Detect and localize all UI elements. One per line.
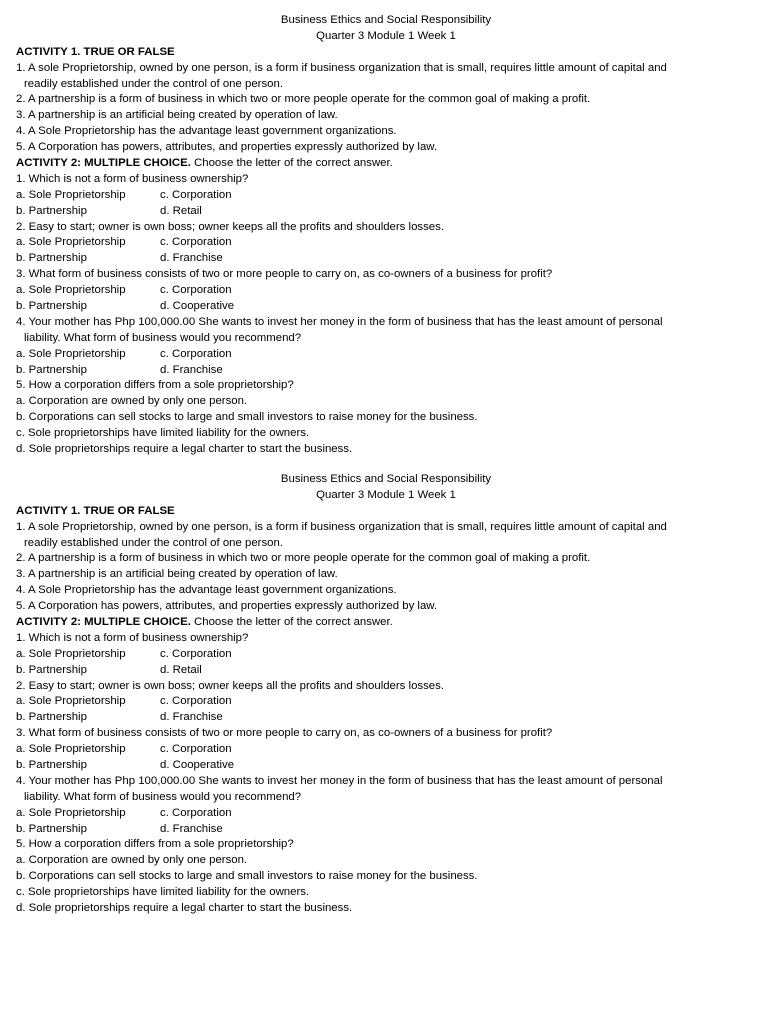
option-d: d. Franchise (160, 363, 223, 376)
option-d: d. Cooperative (160, 300, 235, 313)
worksheet-title: Business Ethics and Social Responsibility (280, 14, 492, 26)
option-d: d. Retail (160, 204, 202, 217)
option-b: b. Corporations can sell stocks to large and small investors to raise money for the business. (16, 411, 478, 424)
activity1-item: 1. A sole Proprietorship, owned by one person, is a form if business organization that is small, requires little amount of capital and (16, 61, 667, 74)
question-2: 2. Easy to start; owner is own boss; owner keeps all the profits and shoulders losses. (16, 679, 444, 692)
option-d: d. Franchise (160, 252, 223, 265)
option-c: c. Corporation (160, 806, 232, 819)
activity1-item: 4. A Sole Proprietorship has the advantage least government organizations. (16, 584, 397, 597)
activity1-item: 3. A partnership is an artificial being created by operation of law. (16, 568, 338, 581)
activity1-item: 1. A sole Proprietorship, owned by one person, is a form if business organization that is small, requires little amount of capital and (16, 520, 667, 533)
option-a: a. Sole Proprietorship (16, 236, 126, 249)
option-b: b. Partnership (16, 759, 87, 772)
option-a: a. Corporation are owned by only one person. (16, 395, 248, 408)
option-a: a. Sole Proprietorship (16, 647, 126, 660)
option-c: c. Corporation (160, 236, 232, 249)
option-a: a. Sole Proprietorship (16, 284, 126, 297)
question-5: 5. How a corporation differs from a sole proprietorship? (16, 838, 294, 851)
option-c: c. Corporation (160, 695, 232, 708)
worksheet-subtitle: Quarter 3 Module 1 Week 1 (316, 488, 456, 501)
question-3-options-row-2 (16, 299, 756, 315)
option-a: a. Corporation are owned by only one person. (16, 854, 248, 867)
question-4-continuation: liability. What form of business would you recommend? (24, 331, 302, 344)
option-a: a. Sole Proprietorship (16, 806, 126, 819)
activity1-heading: ACTIVITY 1. TRUE OR FALSE (16, 504, 175, 517)
option-b: b. Partnership (16, 822, 87, 835)
option-a: a. Sole Proprietorship (16, 347, 126, 360)
option-c: c. Corporation (160, 188, 232, 201)
option-d: d. Franchise (160, 822, 223, 835)
worksheet-1 (16, 13, 756, 458)
activity1-item-continuation: readily established under the control of one person. (24, 536, 283, 549)
option-a: a. Sole Proprietorship (16, 188, 126, 201)
question-4-options-row-1 (16, 347, 756, 363)
question-4: 4. Your mother has Php 100,000.00 She wants to invest her money in the form of business that has the least amount of personal (16, 774, 663, 787)
question-4-options-row-2 (16, 822, 756, 838)
activity1-item: 5. A Corporation has powers, attributes, and properties expressly authorized by law. (16, 141, 438, 154)
question-5: 5. How a corporation differs from a sole proprietorship? (16, 379, 294, 392)
option-c: c. Sole proprietorships have limited liability for the owners. (16, 886, 310, 899)
question-1: 1. Which is not a form of business ownership? (16, 172, 249, 185)
question-1: 1. Which is not a form of business ownership? (16, 631, 249, 644)
question-4-options-row-1 (16, 806, 756, 822)
option-d: d. Retail (160, 663, 202, 676)
question-3-options-row-2 (16, 758, 756, 774)
question-1-options-row-2 (16, 663, 756, 679)
worksheet-title: Business Ethics and Social Responsibility (280, 473, 492, 485)
option-b: b. Partnership (16, 204, 87, 217)
option-d: d. Sole proprietorships require a legal charter to start the business. (16, 443, 353, 456)
activity1-item: 3. A partnership is an artificial being created by operation of law. (16, 109, 338, 122)
activity2-title: ACTIVITY 2: MULTIPLE CHOICE. (16, 616, 191, 629)
option-d: d. Franchise (160, 711, 223, 724)
question-2-options-row-1 (16, 694, 756, 710)
question-2-options-row-2 (16, 251, 756, 267)
option-c: c. Corporation (160, 347, 232, 360)
activity1-item: 5. A Corporation has powers, attributes, and properties expressly authorized by law. (16, 600, 438, 613)
option-b: b. Corporations can sell stocks to large and small investors to raise money for the business. (16, 870, 478, 883)
option-d: d. Cooperative (160, 759, 235, 772)
question-2-options-row-2 (16, 710, 756, 726)
activity2-instruction: Choose the letter of the correct answer. (190, 616, 393, 629)
activity1-item: 4. A Sole Proprietorship has the advantage least government organizations. (16, 125, 397, 138)
question-3: 3. What form of business consists of two or more people to carry on, as co-owners of a business for profit? (16, 268, 553, 281)
question-2-options-row-1 (16, 235, 756, 251)
worksheet-subtitle: Quarter 3 Module 1 Week 1 (316, 29, 456, 42)
activity2-heading (16, 156, 756, 172)
question-4: 4. Your mother has Php 100,000.00 She wants to invest her money in the form of business that has the least amount of personal (16, 315, 663, 328)
activity2-heading (16, 615, 756, 631)
question-1-options-row-2 (16, 204, 756, 220)
option-d: d. Sole proprietorships require a legal charter to start the business. (16, 902, 353, 915)
activity1-heading: ACTIVITY 1. TRUE OR FALSE (16, 45, 175, 58)
option-c: c. Corporation (160, 284, 232, 297)
activity2-title: ACTIVITY 2: MULTIPLE CHOICE. (16, 157, 191, 170)
question-3-options-row-1 (16, 742, 756, 758)
option-a: a. Sole Proprietorship (16, 743, 126, 756)
question-1-options-row-1 (16, 188, 756, 204)
question-4-options-row-2 (16, 363, 756, 379)
question-3: 3. What form of business consists of two or more people to carry on, as co-owners of a business for profit? (16, 727, 553, 740)
activity2-instruction: Choose the letter of the correct answer. (190, 157, 393, 170)
option-b: b. Partnership (16, 711, 87, 724)
question-3-options-row-1 (16, 283, 756, 299)
option-b: b. Partnership (16, 300, 87, 313)
question-2: 2. Easy to start; owner is own boss; owner keeps all the profits and shoulders losses. (16, 220, 444, 233)
option-a: a. Sole Proprietorship (16, 695, 126, 708)
option-b: b. Partnership (16, 363, 87, 376)
option-c: c. Sole proprietorships have limited liability for the owners. (16, 427, 310, 440)
activity1-item-continuation: readily established under the control of one person. (24, 77, 283, 90)
option-c: c. Corporation (160, 647, 232, 660)
activity1-item: 2. A partnership is a form of business in which two or more people operate for the common goal of making a profit. (16, 552, 591, 565)
activity1-item: 2. A partnership is a form of business in which two or more people operate for the common goal of making a profit. (16, 93, 591, 106)
question-4-continuation: liability. What form of business would you recommend? (24, 790, 302, 803)
option-b: b. Partnership (16, 663, 87, 676)
option-b: b. Partnership (16, 252, 87, 265)
option-c: c. Corporation (160, 743, 232, 756)
worksheet-2 (16, 472, 756, 917)
question-1-options-row-1 (16, 647, 756, 663)
